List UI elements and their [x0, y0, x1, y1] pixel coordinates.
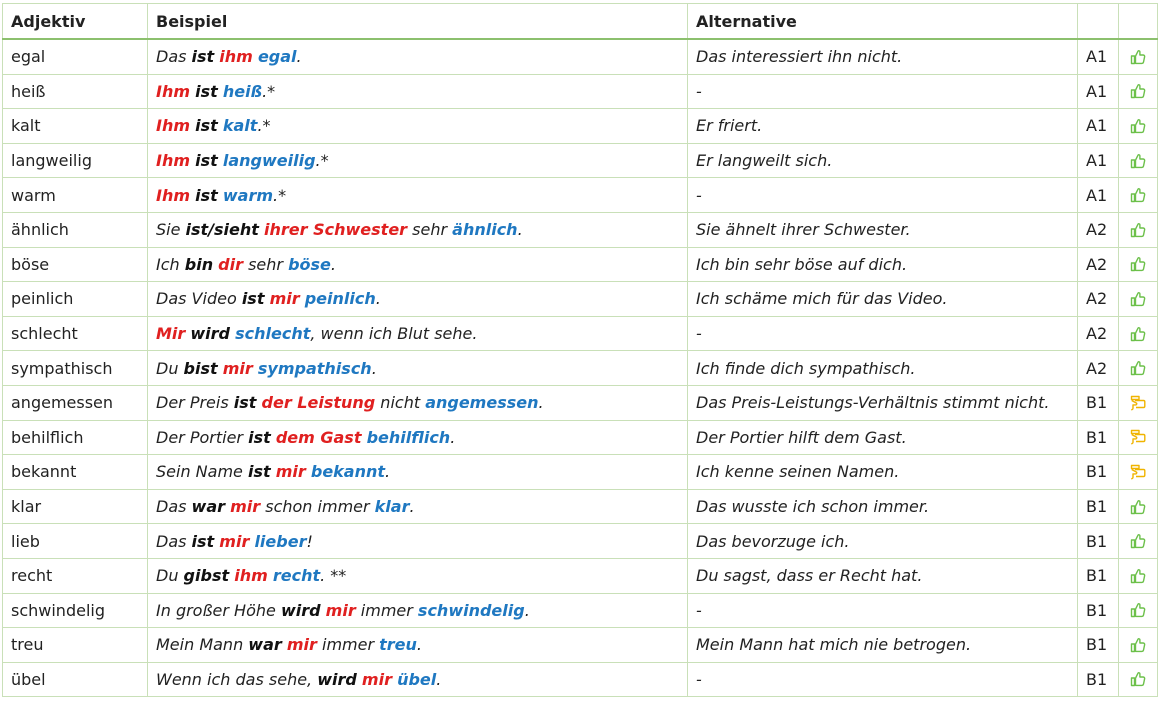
adjective-fragment: sympathisch: [257, 358, 372, 378]
text-fragment: .: [450, 427, 456, 447]
verb-fragment: war: [248, 635, 282, 655]
adjective-cell: schwindelig: [3, 593, 148, 628]
text-fragment: Sie: [156, 220, 186, 240]
alternative-cell: -: [688, 178, 1078, 213]
dative-fragment: Mir: [156, 324, 186, 344]
text-fragment: .*: [257, 116, 271, 136]
dative-fragment: ihrer Schwester: [264, 220, 408, 240]
alternative-cell: Ich finde dich sympathisch.: [688, 351, 1078, 386]
example-cell: [148, 109, 688, 144]
example-cell: [148, 558, 688, 593]
adjective-cell: langweilig: [3, 143, 148, 178]
text-fragment: schon immer: [260, 497, 375, 517]
table-row: [3, 39, 1158, 74]
adjective-fragment: kalt: [222, 116, 258, 136]
dative-fragment: dem Gast: [275, 427, 362, 447]
text-fragment: sehr: [407, 220, 453, 240]
text-fragment: .*: [315, 151, 329, 171]
example-cell: [148, 178, 688, 213]
alternative-cell: Der Portier hilft dem Gast.: [688, 420, 1078, 455]
adjective-cell: recht: [3, 558, 148, 593]
example-cell: [148, 351, 688, 386]
verb-fragment: ist: [195, 151, 218, 171]
example-cell: [148, 316, 688, 351]
example-cell: [148, 524, 688, 559]
alternative-cell: -: [688, 74, 1078, 109]
text-fragment: !: [306, 531, 313, 551]
text-fragment: .: [296, 47, 302, 67]
text-fragment: .: [330, 254, 336, 274]
level-badge: B1: [1078, 455, 1119, 490]
alternative-cell: Mein Mann hat mich nie betrogen.: [688, 628, 1078, 663]
text-fragment: Wenn ich das sehe,: [156, 669, 318, 689]
alternative-cell: Das interessiert ihn nicht.: [688, 39, 1078, 74]
example-cell: [148, 39, 688, 74]
header-alternative: Alternative: [688, 4, 1078, 40]
text-fragment: Ich: [156, 254, 185, 274]
thumbs-up-icon: [1119, 178, 1158, 213]
text-fragment: Du: [156, 566, 184, 586]
thumbs-up-icon: [1119, 524, 1158, 559]
level-badge: B1: [1078, 558, 1119, 593]
dative-fragment: mir: [219, 531, 250, 551]
adjective-cell: lieb: [3, 524, 148, 559]
adjective-cell: peinlich: [3, 282, 148, 317]
verb-fragment: wird: [280, 600, 321, 620]
adjective-fragment: warm: [222, 185, 273, 205]
table-row: [3, 282, 1158, 317]
table-row: [3, 109, 1158, 144]
level-badge: A2: [1078, 247, 1119, 282]
thumbs-up-icon: [1119, 558, 1158, 593]
text-fragment: .: [524, 600, 530, 620]
table-row: [3, 628, 1158, 663]
dative-fragment: mir: [325, 600, 356, 620]
level-badge: B1: [1078, 489, 1119, 524]
level-badge: A1: [1078, 143, 1119, 178]
adjective-cell: angemessen: [3, 385, 148, 420]
example-cell: [148, 489, 688, 524]
thumbs-up-icon: [1119, 212, 1158, 247]
thumbs-up-icon: [1119, 143, 1158, 178]
thumbs-up-icon: [1119, 628, 1158, 663]
adjective-fragment: klar: [374, 497, 410, 517]
adjective-fragment: heiß: [222, 81, 263, 101]
verb-fragment: ist: [247, 462, 271, 482]
example-cell: [148, 74, 688, 109]
dative-fragment: Ihm: [156, 185, 191, 205]
adjective-cell: behilflich: [3, 420, 148, 455]
dative-fragment: dir: [218, 254, 243, 274]
thumbs-up-icon: [1119, 39, 1158, 74]
thumbs-up-icon: [1119, 74, 1158, 109]
alternative-cell: Du sagst, dass er Recht hat.: [688, 558, 1078, 593]
text-fragment: immer: [355, 600, 418, 620]
level-badge: B1: [1078, 385, 1119, 420]
text-fragment: sehr: [243, 254, 289, 274]
text-fragment: .: [371, 358, 377, 378]
example-cell: [148, 593, 688, 628]
header-beispiel: Beispiel: [148, 4, 688, 40]
verb-fragment: ist: [191, 531, 215, 551]
text-fragment: .: [436, 669, 442, 689]
table-row: [3, 662, 1158, 697]
header-adjektiv: Adjektiv: [3, 4, 148, 40]
level-badge: B1: [1078, 662, 1119, 697]
text-fragment: .: [538, 393, 544, 413]
verb-fragment: war: [191, 497, 226, 517]
text-fragment: .: [375, 289, 381, 309]
example-cell: [148, 455, 688, 490]
table-row: [3, 524, 1158, 559]
level-badge: A1: [1078, 74, 1119, 109]
dative-fragment: mir: [222, 358, 253, 378]
table-row: [3, 178, 1158, 213]
verb-fragment: ist: [191, 47, 215, 67]
adjective-fragment: egal: [257, 47, 297, 67]
adjective-cell: schlecht: [3, 316, 148, 351]
adjective-cell: ähnlich: [3, 212, 148, 247]
adjective-table: [2, 3, 1158, 697]
adjective-fragment: übel: [397, 669, 437, 689]
adjective-cell: kalt: [3, 109, 148, 144]
text-fragment: .: [385, 462, 391, 482]
adjective-fragment: recht: [272, 566, 321, 586]
adjective-cell: heiß: [3, 74, 148, 109]
thumbs-up-icon: [1119, 351, 1158, 386]
verb-fragment: ist: [195, 81, 218, 101]
dative-fragment: mir: [361, 669, 392, 689]
text-fragment: Das: [156, 497, 192, 517]
thumbs-up-icon: [1119, 316, 1158, 351]
table-row: [3, 143, 1158, 178]
dative-fragment: Ihm: [156, 81, 191, 101]
thumbs-up-icon: [1119, 593, 1158, 628]
text-fragment: Der Preis: [156, 393, 234, 413]
adjective-fragment: treu: [379, 635, 417, 655]
example-cell: [148, 282, 688, 317]
text-fragment: Der Portier: [156, 427, 249, 447]
level-badge: B1: [1078, 593, 1119, 628]
adjective-fragment: angemessen: [425, 393, 539, 413]
alternative-cell: Ich kenne seinen Namen.: [688, 455, 1078, 490]
alternative-cell: Das bevorzuge ich.: [688, 524, 1078, 559]
level-badge: B1: [1078, 524, 1119, 559]
verb-fragment: bist: [183, 358, 218, 378]
alternative-cell: Das wusste ich schon immer.: [688, 489, 1078, 524]
dative-fragment: mir: [275, 462, 306, 482]
thumbs-sideways-icon: [1119, 455, 1158, 490]
level-badge: A1: [1078, 109, 1119, 144]
adjective-cell: übel: [3, 662, 148, 697]
adjective-fragment: schwindelig: [417, 600, 525, 620]
level-badge: A2: [1078, 282, 1119, 317]
adjective-fragment: bekannt: [310, 462, 386, 482]
thumbs-sideways-icon: [1119, 420, 1158, 455]
verb-fragment: ist/sieht: [185, 220, 259, 240]
text-fragment: Mein Mann: [156, 635, 249, 655]
text-fragment: Sein Name: [156, 462, 248, 482]
adjective-fragment: ähnlich: [452, 220, 518, 240]
adjective-cell: bekannt: [3, 455, 148, 490]
table-row: [3, 247, 1158, 282]
adjective-cell: warm: [3, 178, 148, 213]
verb-fragment: gibst: [183, 566, 230, 586]
adjective-cell: sympathisch: [3, 351, 148, 386]
text-fragment: , wenn ich Blut sehe.: [310, 324, 478, 344]
text-fragment: Du: [156, 358, 184, 378]
example-cell: [148, 143, 688, 178]
adjective-fragment: peinlich: [304, 289, 376, 309]
text-fragment: . **: [320, 566, 347, 586]
table-row: [3, 420, 1158, 455]
example-cell: [148, 212, 688, 247]
text-fragment: Das: [156, 47, 192, 67]
alternative-cell: -: [688, 593, 1078, 628]
level-badge: B1: [1078, 420, 1119, 455]
thumbs-up-icon: [1119, 247, 1158, 282]
alternative-cell: Das Preis-Leistungs-Verhältnis stimmt nicht.: [688, 385, 1078, 420]
table-row: [3, 316, 1158, 351]
header-row: [3, 4, 1158, 40]
table-row: [3, 74, 1158, 109]
adjective-fragment: langweilig: [222, 151, 316, 171]
text-fragment: immer: [316, 635, 380, 655]
table-row: [3, 455, 1158, 490]
thumbs-up-icon: [1119, 489, 1158, 524]
level-badge: A2: [1078, 351, 1119, 386]
example-cell: [148, 628, 688, 663]
verb-fragment: ist: [233, 393, 257, 413]
text-fragment: nicht: [375, 393, 426, 413]
alternative-cell: Er friert.: [688, 109, 1078, 144]
dative-fragment: ihm: [219, 47, 253, 67]
table-row: [3, 489, 1158, 524]
table-row: [3, 593, 1158, 628]
dative-fragment: Ihm: [156, 116, 191, 136]
alternative-cell: Ich bin sehr böse auf dich.: [688, 247, 1078, 282]
text-fragment: .*: [262, 81, 276, 101]
verb-fragment: ist: [248, 427, 271, 447]
alternative-cell: Er langweilt sich.: [688, 143, 1078, 178]
text-fragment: .*: [273, 185, 287, 205]
table-body: [3, 39, 1158, 697]
thumbs-sideways-icon: [1119, 385, 1158, 420]
dative-fragment: Ihm: [156, 151, 191, 171]
example-cell: [148, 662, 688, 697]
level-badge: A2: [1078, 212, 1119, 247]
adjective-fragment: behilflich: [366, 427, 451, 447]
alternative-cell: Sie ähnelt ihrer Schwester.: [688, 212, 1078, 247]
alternative-cell: Ich schäme mich für das Video.: [688, 282, 1078, 317]
level-badge: A2: [1078, 316, 1119, 351]
alternative-cell: -: [688, 316, 1078, 351]
adjective-fragment: böse: [288, 254, 331, 274]
header-rating: [1119, 4, 1158, 40]
table-row: [3, 351, 1158, 386]
header-level: [1078, 4, 1119, 40]
text-fragment: Das: [156, 531, 192, 551]
dative-fragment: ihm: [234, 566, 268, 586]
verb-fragment: ist: [241, 289, 265, 309]
verb-fragment: ist: [195, 185, 218, 205]
verb-fragment: wird: [317, 669, 357, 689]
dative-fragment: der Leistung: [261, 393, 376, 413]
example-cell: [148, 420, 688, 455]
table-row: [3, 385, 1158, 420]
dative-fragment: mir: [230, 497, 261, 517]
table-row: [3, 558, 1158, 593]
text-fragment: .: [517, 220, 523, 240]
verb-fragment: wird: [190, 324, 230, 344]
verb-fragment: bin: [184, 254, 214, 274]
level-badge: A1: [1078, 178, 1119, 213]
verb-fragment: ist: [195, 116, 218, 136]
adjective-fragment: lieber: [254, 531, 307, 551]
table-row: [3, 212, 1158, 247]
thumbs-up-icon: [1119, 662, 1158, 697]
adjective-cell: böse: [3, 247, 148, 282]
adjective-cell: egal: [3, 39, 148, 74]
level-badge: B1: [1078, 628, 1119, 663]
text-fragment: .: [409, 497, 415, 517]
level-badge: A1: [1078, 39, 1119, 74]
example-cell: [148, 247, 688, 282]
dative-fragment: mir: [286, 635, 317, 655]
adjective-cell: treu: [3, 628, 148, 663]
text-fragment: .: [416, 635, 422, 655]
thumbs-up-icon: [1119, 282, 1158, 317]
adjective-cell: klar: [3, 489, 148, 524]
example-cell: [148, 385, 688, 420]
text-fragment: In großer Höhe: [156, 600, 281, 620]
dative-fragment: mir: [269, 289, 300, 309]
adjective-fragment: schlecht: [235, 324, 311, 344]
thumbs-up-icon: [1119, 109, 1158, 144]
text-fragment: Das Video: [156, 289, 242, 309]
alternative-cell: -: [688, 662, 1078, 697]
